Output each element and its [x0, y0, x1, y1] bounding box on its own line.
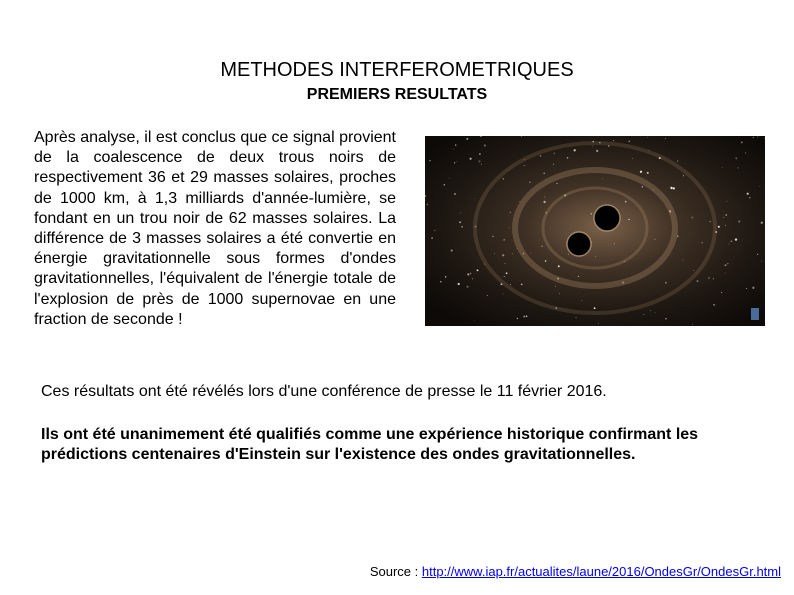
black-hole-merger-image — [425, 136, 765, 326]
source-line — [370, 564, 781, 580]
source-link[interactable]: http://www.iap.fr/actualites/laune/2016/OndesGr/OndesGr.html — [421, 564, 781, 579]
press-conference-text: Ces résultats ont été révélés lors d'une conférence de presse le 11 février 2016. — [41, 383, 607, 400]
slide-title: METHODES INTERFEROMETRIQUES — [220, 59, 574, 81]
historic-statement: Ils ont été unanimement été qualifiés comme une expérience historique confirmant les prédictions centenaires d'Einstein sur l'existence des ondes gravitationnelles. — [41, 426, 699, 463]
analysis-paragraph: Après analyse, il est conclus que ce signal provient de la coalescence de deux trous noirs de respectivement 36 et 29 masses solaires, proches de 1000 km, à 1,3 milliards d'année-lumière, se fondant en un trou noir de 62 masses solaires. La différence de 3 masses solaires a été convertie en énergie gravitationnelle sous formes d'ondes gravitationnelles, l'équivalent de l'énergie totale de l'explosion de près de 1000 supernovae en une fraction de seconde ! — [34, 129, 396, 328]
slide-subtitle: PREMIERS RESULTATS — [306, 86, 488, 103]
source-label: Source : — [369, 564, 419, 579]
